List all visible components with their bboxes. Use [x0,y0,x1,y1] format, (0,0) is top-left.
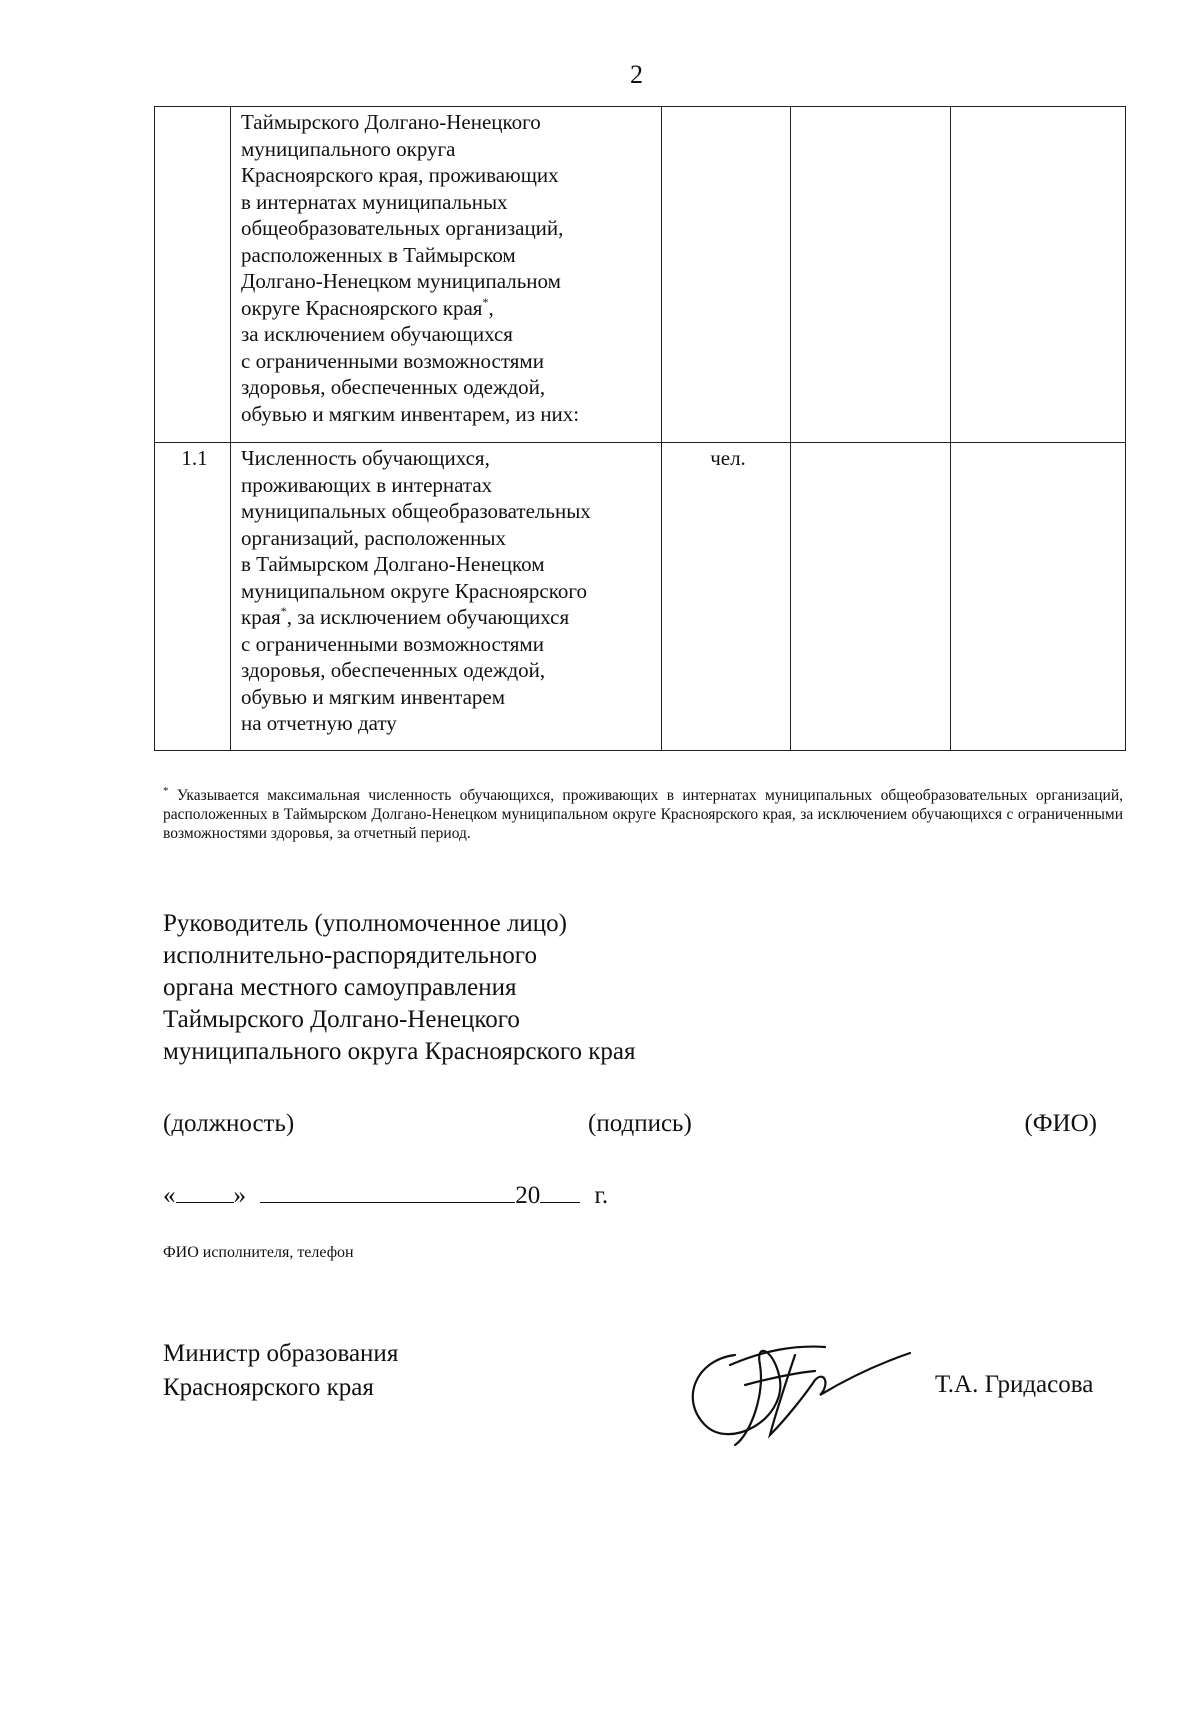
row-number-cell [155,107,231,443]
indicator-name-cell [231,107,662,443]
unit-cell: чел. [662,443,791,751]
footnote-mark: * [163,785,169,797]
signer-title [163,908,635,1068]
footnote-mark: * [280,604,287,618]
footnote [163,786,1123,843]
signer-line: органа местного самоуправления [163,974,517,1001]
year-blank [540,1180,580,1203]
signer-line: Таймырского Долгано-Ненецкого [163,1006,520,1033]
date-line [163,1180,608,1210]
position-label: (должность) [163,1110,295,1137]
table-row [155,107,1126,443]
report-table [154,106,1126,751]
value-cell-2 [951,107,1126,443]
footnote-mark: * [482,294,489,309]
indicator-name-cell [231,443,662,751]
value-cell-2 [951,443,1126,751]
indicator-name: Численность обучающихся, проживающих в интернатах муниципальных общеобразовательных организаций, расположенных в Таймырском Долгано-Ненецком муниципальном округе Красноярского края [241,446,591,629]
indicator-name-tail: , за исключением обучающихся с ограниченными возможностями здоровья, обеспеченных одеждой, обувью и мягким инвентарем, из них: [241,295,580,426]
signer-line: исполнительно-распорядительного [163,942,537,969]
date-close-quote: » [233,1182,246,1209]
unit-cell [662,107,791,443]
signature-label: (подпись) [588,1110,692,1137]
row-number-cell: 1.1 [155,443,231,751]
month-blank [260,1180,515,1203]
year-suffix: г. [594,1182,609,1209]
indicator-name-tail: , за исключением обучающихся с ограниченными возможностями здоровья, обеспеченных одеждой, обувью и мягким инвентарем на отчетную дату [241,605,570,735]
value-cell-1 [791,107,951,443]
minister-title-line: Красноярского края [163,1374,374,1401]
page-number: 2 [630,60,643,89]
day-blank [176,1180,234,1203]
minister-name: Т.А. Гридасова [935,1371,1094,1398]
handwritten-signature [675,1325,915,1455]
year-prefix: 20 [515,1182,541,1209]
value-cell-1 [791,443,951,751]
indicator-name: Таймырского Долгано-Ненецкого муниципального округа Красноярского края, проживающих в интернатах муниципальных общеобразовательных организаций, расположенных в Таймырском Долгано-Ненецком муниципальном округе Красноярского края [241,110,564,320]
signer-line: муниципального округа Красноярского края [163,1038,636,1065]
executor-label: ФИО исполнителя, телефон [163,1244,354,1261]
minister-title-line: Министр образования [163,1340,399,1367]
signer-line: Руководитель (уполномоченное лицо) [163,910,568,937]
table-row [155,443,1126,751]
footnote-text: Указывается максимальная численность обучающихся, проживающих в интернатах муниципальных общеобразовательных организаций, расположенных в Таймырском Долгано-Ненецком муниципальном округе Красноярского края, за исключением обучающихся с ограниченными возможностями здоровья, за отчетный период. [163,787,1124,842]
minister-title [163,1337,398,1405]
fio-label: (ФИО) [1024,1110,1097,1137]
date-open-quote: « [163,1182,176,1209]
